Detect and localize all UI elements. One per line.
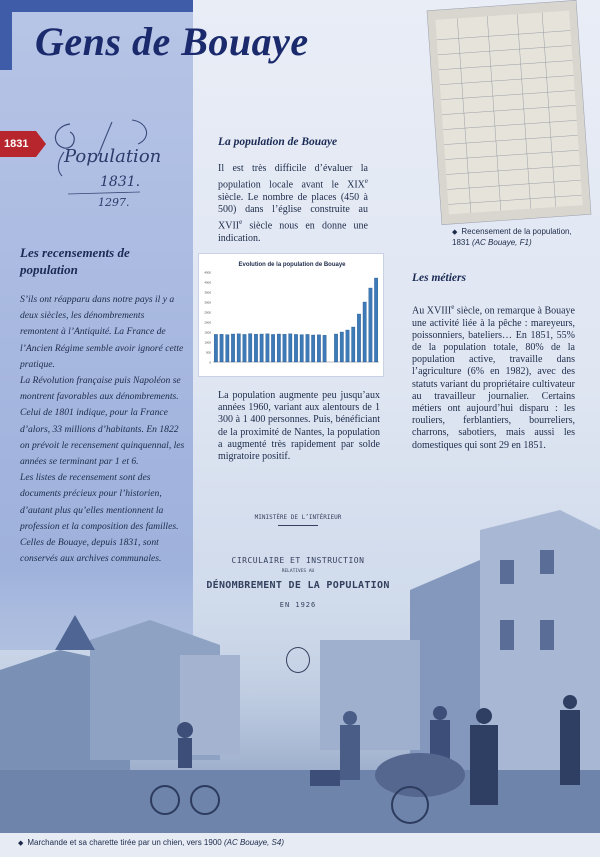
middle-heading: La population de Bouaye — [218, 136, 338, 148]
chart-bar — [357, 314, 360, 362]
circular-line-1: CIRCULAIRE ET INSTRUCTION — [231, 556, 365, 565]
chart-bar — [311, 335, 314, 362]
diamond-bullet-icon: ◆ — [18, 840, 24, 847]
left-paragraph: Les listes de recensement sont des documents précieux pour l’historien, d’autant plus qu’elles mentionnent la profession et la composition des familles. Celles de Bouaye, depuis 1831, sont conservés aux archives communales. — [20, 472, 179, 565]
right-heading: Les métiers — [412, 272, 466, 284]
handwriting-line-2: 1831. — [100, 174, 141, 190]
right-body-sup: e — [451, 303, 455, 311]
chart-bar — [266, 334, 269, 362]
population-chart — [198, 253, 384, 377]
chart-ytick-label: 0 — [209, 360, 211, 365]
bottom-caption-text: Marchande et sa charette tirée par un chien, vers 1900 — [27, 838, 224, 847]
right-body — [412, 301, 575, 452]
chart-bar — [226, 335, 229, 362]
left-strip — [0, 0, 12, 70]
chart-bar — [340, 332, 343, 362]
circular-line-3: DÉNOMBREMENT DE LA POPULATION — [206, 580, 390, 591]
top-band — [0, 0, 193, 12]
intro-part: siècle. Le nombre de places (450 à 500) dans l’église construite au XVII — [218, 191, 368, 232]
caption-line: Recensement de la population, — [461, 227, 572, 236]
census-document-photo — [427, 0, 592, 225]
chart-svg — [199, 254, 385, 378]
chart-bar — [369, 288, 372, 362]
intro-part: Il est très difficile d’évaluer la population locale avant le XIX — [218, 163, 368, 191]
chart-ytick-label: 1500 — [204, 330, 211, 335]
page-title: Gens de Bouaye — [35, 19, 309, 64]
right-body-part: Au XVIII — [412, 305, 452, 317]
chart-ytick-label: 4500 — [204, 270, 211, 275]
chart-ytick-label: 3000 — [204, 300, 211, 305]
chart-bar — [300, 335, 303, 362]
chart-bar — [248, 334, 251, 362]
chart-bar — [283, 334, 286, 362]
handwritten-label-image — [40, 116, 190, 216]
chart-bar — [374, 278, 377, 362]
chart-ytick-label: 2500 — [204, 310, 211, 315]
chart-bar — [237, 334, 240, 362]
left-heading: Les recensements de population — [20, 245, 130, 277]
chart-bar — [260, 334, 263, 362]
caption-line: 1831 — [452, 238, 473, 247]
chart-bar — [323, 335, 326, 362]
diamond-bullet-icon: ◆ — [452, 229, 458, 236]
caption-source: (AC Bouaye, F1) — [472, 238, 532, 247]
bottom-caption — [0, 833, 600, 857]
left-paragraph: La Révolution française puis Napoléon se montrent favorables aux dénombrements. Celui de 1801 indique, pour la France d’alors, 33 millions d’habitants. En 1822 on prévoit le recensement quinquennal, les années se terminant par 1 et 6. — [20, 375, 185, 468]
chart-ytick-label: 500 — [205, 350, 211, 355]
middle-body: La population augmente peu jusqu’aux années 1960, variant aux alentours de 1 300 à 1 400 personnes. Puis, bénéficiant de la proximité de Nantes, la population a augmenté très rapidement par solde migratoire positif. — [218, 390, 380, 463]
circular-divider — [278, 525, 318, 526]
chart-ytick-label: 1000 — [204, 340, 211, 345]
chart-bar — [254, 334, 257, 362]
bottom-caption-source: (AC Bouaye, S4) — [223, 838, 284, 847]
chart-ytick-label: 2000 — [204, 320, 211, 325]
left-paragraph: S’ils ont réapparu dans notre pays il y a deux siècles, les dénombrements remontent à l’Antiquité. La France de l’Ancien Régime semble avoir ignoré cette pratique. — [20, 294, 184, 370]
intro-sup: e — [364, 177, 368, 186]
chart-bar — [352, 327, 355, 362]
circular-line-2: RELATIVES AU — [281, 569, 315, 574]
chart-bar — [334, 334, 337, 362]
circular-document — [198, 498, 398, 688]
chart-bar — [363, 302, 366, 362]
circular-ministry: MINISTÈRE DE L’INTÉRIEUR — [254, 514, 342, 521]
chart-bar — [271, 334, 274, 362]
circular-line-4: EN 1926 — [279, 601, 317, 609]
chart-bar — [214, 334, 217, 362]
middle-intro — [218, 163, 368, 245]
intro-part: siècle nous en donne une indication. — [218, 220, 368, 244]
handwriting-line-3: 1297. — [98, 196, 130, 209]
chart-title: Evolution de la population de Bouaye — [238, 262, 346, 268]
chart-bar — [346, 330, 349, 362]
chart-bar — [317, 335, 320, 362]
chart-bar — [243, 334, 246, 362]
right-body-part: siècle, on remarque à Bouaye une activité liée à la pêche : mareyeurs, poissonniers, bateliers… En 1851, 55% de la population totale, 80% de la population active, travaille dans l’agriculture (6% en 1982), avec des statuts variant du propriétaire cultivateur au travailleur journalier. Certains métiers ont aujourd’hui disparu : les rouliers, ferblantiers, bourreliers, charrons, sabotiers, mais aussi les domestiques qui sont 29 en 1851. — [412, 305, 575, 451]
chart-bar — [277, 334, 280, 362]
republic-seal-icon — [286, 647, 310, 673]
chart-bar — [289, 334, 292, 362]
intro-sup: e — [239, 218, 243, 227]
handwriting-line-1: Population — [64, 146, 162, 167]
chart-bar — [231, 334, 234, 362]
chart-bar — [220, 334, 223, 362]
document-caption — [452, 227, 592, 248]
chart-bar — [306, 334, 309, 362]
census-ledger-image — [427, 0, 592, 225]
chart-bar — [294, 334, 297, 362]
chart-ytick-label: 4000 — [204, 280, 211, 285]
chart-ytick-label: 3500 — [204, 290, 211, 295]
year-tab: 1831 — [0, 131, 36, 157]
